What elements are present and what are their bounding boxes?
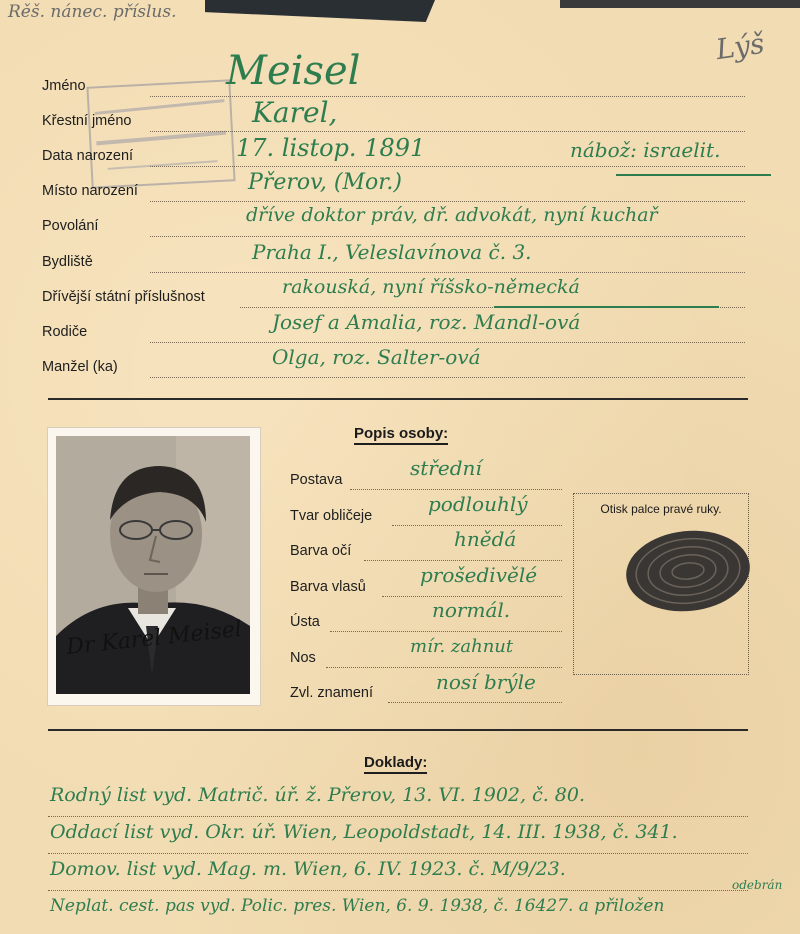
value-rodice: Josef a Amalia, roz. Mandl-ová — [272, 310, 581, 334]
popis-value-oblicej: podlouhlý — [428, 492, 528, 516]
popis-line-oci — [364, 560, 562, 561]
header-note: Rěš. nánec. příslus. — [8, 2, 177, 22]
label-rodice: Rodiče — [42, 324, 88, 340]
popis-line-nos — [326, 667, 562, 668]
popis-line-vlasy — [382, 596, 562, 597]
underline-nabozenstvi — [616, 174, 771, 176]
torn-edge-right — [560, 0, 800, 8]
popis-heading: Popis osoby: — [354, 425, 448, 445]
doklady-line-4: Neplat. cest. pas vyd. Polic. pres. Wien, 6. 9. 1938, č. 16427. a přiložen — [50, 896, 665, 916]
line-rodice — [150, 342, 745, 343]
popis-label-nos: Nos — [290, 650, 316, 666]
value-jmeno: Meisel — [226, 48, 361, 94]
line-narozeni — [150, 166, 745, 167]
popis-label-znameni: Zvl. znamení — [290, 685, 373, 701]
popis-line-postava — [350, 489, 562, 490]
photo-signature: Dr Karel Meisel — [65, 616, 244, 661]
value-bydliste: Praha I., Veleslavínova č. 3. — [252, 240, 532, 264]
popis-line-oblicej — [392, 525, 562, 526]
thumbprint-icon — [626, 528, 750, 614]
thumbprint-box — [573, 493, 749, 675]
doklady-rule-3 — [48, 890, 748, 891]
value-prislusnost: rakouská, nyní říšsko-německá — [282, 276, 580, 298]
portrait-image — [56, 436, 250, 694]
thumbprint-label: Otisk palce pravé ruky. — [600, 502, 722, 516]
doklady-heading: Doklady: — [364, 754, 427, 774]
popis-value-oci: hnědá — [454, 527, 517, 551]
doklady-rule-1 — [48, 816, 748, 817]
popis-line-znameni — [388, 702, 562, 703]
line-manzel — [150, 377, 745, 378]
popis-label-oblicej: Tvar obličeje — [290, 508, 373, 524]
torn-edge — [205, 0, 435, 22]
value-krestni: Karel, — [252, 96, 338, 129]
doklady-margin-note: odebrán — [732, 878, 783, 892]
line-povolani — [150, 236, 745, 237]
value-misto: Přerov, (Mor.) — [248, 170, 402, 195]
popis-value-vlasy: prošedivělé — [420, 563, 538, 587]
popis-value-nos: mír. zahnut — [410, 636, 514, 657]
popis-label-oci: Barva očí — [290, 543, 352, 559]
label-jmeno: Jméno — [42, 78, 86, 94]
popis-label-postava: Postava — [290, 472, 343, 488]
section-divider-bottom — [48, 729, 748, 731]
value-narozeni: 17. listop. 1891 — [236, 134, 426, 162]
label-misto: Místo narození — [42, 183, 138, 199]
label-krestni: Křestní jméno — [42, 113, 132, 129]
popis-value-znameni: nosí brýle — [436, 670, 536, 694]
corner-mark: Lýš — [713, 26, 767, 67]
label-manzel: Manžel (ka) — [42, 359, 118, 375]
underline-prislusnost — [494, 306, 719, 308]
section-divider-top — [48, 398, 748, 400]
doklady-line-1: Rodný list vyd. Matrič. úř. ž. Přerov, 13. VI. 1902, č. 80. — [50, 784, 586, 806]
popis-label-vlasy: Barva vlasů — [290, 579, 366, 595]
portrait-photo — [48, 428, 260, 705]
doklady-rule-2 — [48, 853, 748, 854]
label-narozeni: Data narození — [42, 148, 134, 164]
popis-label-usta: Ústa — [290, 614, 320, 630]
value-manzel: Olga, roz. Salter-ová — [272, 345, 481, 369]
popis-value-postava: střední — [410, 456, 482, 480]
popis-value-usta: normál. — [432, 598, 511, 622]
doklady-line-2: Oddací list vyd. Okr. úř. Wien, Leopoldstadt, 14. III. 1938, č. 341. — [50, 821, 678, 843]
line-jmeno — [150, 96, 745, 97]
label-povolani: Povolání — [42, 218, 99, 234]
line-misto — [150, 201, 745, 202]
label-prislusnost: Dřívější státní příslušnost — [42, 289, 205, 305]
line-krestni — [150, 131, 745, 132]
label-bydliste: Bydliště — [42, 254, 93, 270]
line-bydliste — [150, 272, 745, 273]
value-povolani: dříve doktor práv, dř. advokát, nyní kuchař — [246, 204, 658, 226]
faded-stamp — [83, 76, 238, 192]
popis-line-usta — [330, 631, 562, 632]
doklady-line-3: Domov. list vyd. Mag. m. Wien, 6. IV. 1923. č. M/9/23. — [50, 858, 566, 880]
value-nabozenstvi: nábož: israelit. — [570, 138, 721, 162]
